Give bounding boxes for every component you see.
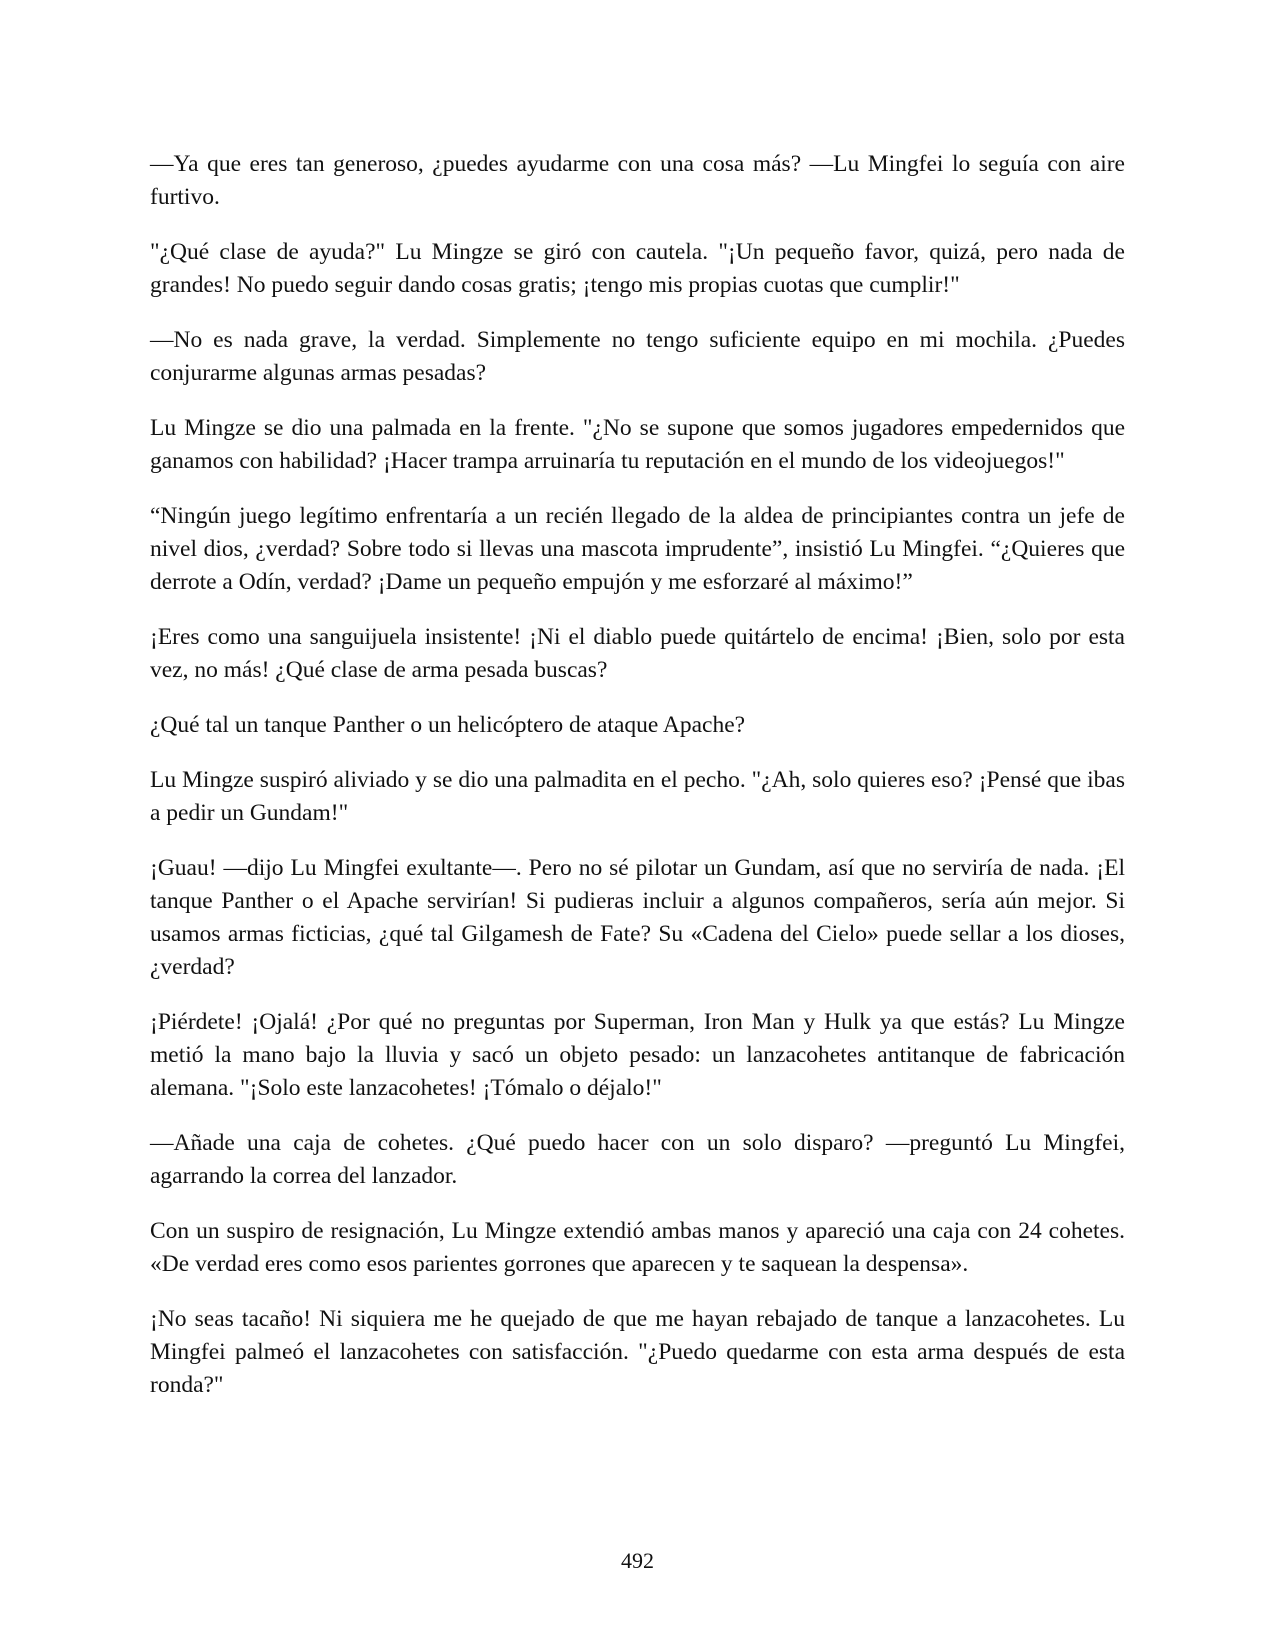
paragraph: Con un suspiro de resignación, Lu Mingze extendió ambas manos y apareció una caja con 24 cohetes. «De verdad eres como esos parientes gorrones que aparecen y te saquean la despensa». <box>150 1218 1125 1277</box>
paragraph: ¡Piérdete! ¡Ojalá! ¿Por qué no preguntas por Superman, Iron Man y Hulk ya que estás? Lu Mingze metió la mano bajo la lluvia y sacó un objeto pesado: un lanzacohetes antitanque de fabricación alemana. "¡Solo este lanzacohetes! ¡Tómalo o déjalo!" <box>150 1009 1125 1101</box>
paragraph: "¿Qué clase de ayuda?" Lu Mingze se giró con cautela. "¡Un pequeño favor, quizá, pero nada de grandes! No puedo seguir dando cosas gratis; ¡tengo mis propias cuotas que cumplir!" <box>150 239 1125 298</box>
paragraph: Lu Mingze se dio una palmada en la frente. "¿No se supone que somos jugadores empedernidos que ganamos con habilidad? ¡Hacer trampa arruinaría tu reputación en el mundo de los videojuegos!" <box>150 415 1125 474</box>
paragraph: —No es nada grave, la verdad. Simplemente no tengo suficiente equipo en mi mochila. ¿Puedes conjurarme algunas armas pesadas? <box>150 327 1125 386</box>
body-text <box>150 148 1125 1424</box>
paragraph: ¡Guau! —dijo Lu Mingfei exultante—. Pero no sé pilotar un Gundam, así que no serviría de nada. ¡El tanque Panther o el Apache servirían! Si pudieras incluir a algunos compañeros, sería aún mejor. Si usamos armas ficticias, ¿qué tal Gilgamesh de Fate? Su «Cadena del Cielo» puede sellar a los dioses, ¿verdad? <box>150 855 1125 980</box>
paragraph: ¡Eres como una sanguijuela insistente! ¡Ni el diablo puede quitártelo de encima! ¡Bien, solo por esta vez, no más! ¿Qué clase de arma pesada buscas? <box>150 624 1125 683</box>
paragraph: “Ningún juego legítimo enfrentaría a un recién llegado de la aldea de principiantes contra un jefe de nivel dios, ¿verdad? Sobre todo si llevas una mascota imprudente”, insistió Lu Mingfei. “¿Quieres que derrote a Odín, verdad? ¡Dame un pequeño empujón y me esforzaré al máximo!” <box>150 503 1125 595</box>
paragraph: ¡No seas tacaño! Ni siquiera me he quejado de que me hayan rebajado de tanque a lanzacohetes. Lu Mingfei palmeó el lanzacohetes con satisfacción. "¿Puedo quedarme con esta arma después de esta ronda?" <box>150 1306 1125 1398</box>
paragraph: ¿Qué tal un tanque Panther o un helicóptero de ataque Apache? <box>150 712 746 738</box>
page-number: 492 <box>621 1548 654 1573</box>
paragraph: —Ya que eres tan generoso, ¿puedes ayudarme con una cosa más? —Lu Mingfei lo seguía con aire furtivo. <box>150 151 1125 210</box>
paragraph: —Añade una caja de cohetes. ¿Qué puedo hacer con un solo disparo? —preguntó Lu Mingfei, agarrando la correa del lanzador. <box>150 1130 1125 1189</box>
paragraph: Lu Mingze suspiró aliviado y se dio una palmadita en el pecho. "¿Ah, solo quieres eso? ¡Pensé que ibas a pedir un Gundam!" <box>150 767 1125 826</box>
